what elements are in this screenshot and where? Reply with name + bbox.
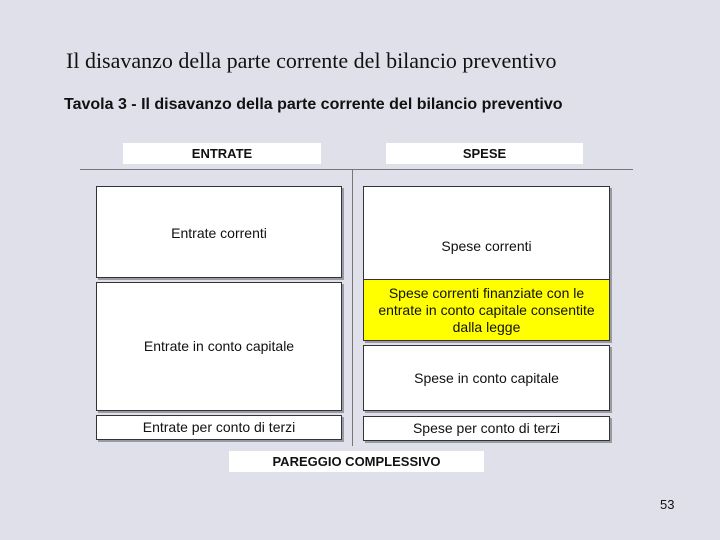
pareggio-complessivo-footer: PAREGGIO COMPLESSIVO bbox=[229, 451, 484, 472]
entrate-conto-capitale-box bbox=[96, 282, 342, 411]
entrate-conto-terzi-box bbox=[96, 415, 342, 440]
spese-correnti-finanziate-label: Spese correnti finanziate con le entrate in conto capitale consentite dalla legge bbox=[378, 284, 595, 335]
entrate-correnti-box bbox=[96, 186, 342, 278]
slide-title: Il disavanzo della parte corrente del bilancio preventivo bbox=[66, 48, 557, 73]
table-title: Tavola 3 - Il disavanzo della parte corrente del bilancio preventivo bbox=[64, 96, 563, 113]
spese-conto-terzi-box bbox=[363, 416, 610, 441]
spese-conto-terzi-label: Spese per conto di terzi bbox=[412, 420, 561, 436]
page-number: 53 bbox=[660, 497, 675, 512]
entrate-correnti-label: Entrate correnti bbox=[171, 225, 267, 241]
header-divider bbox=[80, 169, 633, 170]
spese-header: SPESE bbox=[386, 143, 583, 164]
column-divider bbox=[352, 170, 353, 446]
spese-conto-capitale-box bbox=[363, 345, 610, 411]
entrate-header: ENTRATE bbox=[123, 143, 321, 164]
entrate-conto-terzi-label: Entrate per conto di terzi bbox=[142, 419, 296, 435]
spese-correnti-box bbox=[363, 186, 610, 280]
entrate-conto-capitale-label: Entrate in conto capitale bbox=[143, 338, 295, 354]
spese-correnti-label: Spese correnti bbox=[441, 238, 532, 254]
spese-correnti-finanziate-box bbox=[363, 279, 610, 341]
spese-conto-capitale-label: Spese in conto capitale bbox=[414, 369, 559, 386]
